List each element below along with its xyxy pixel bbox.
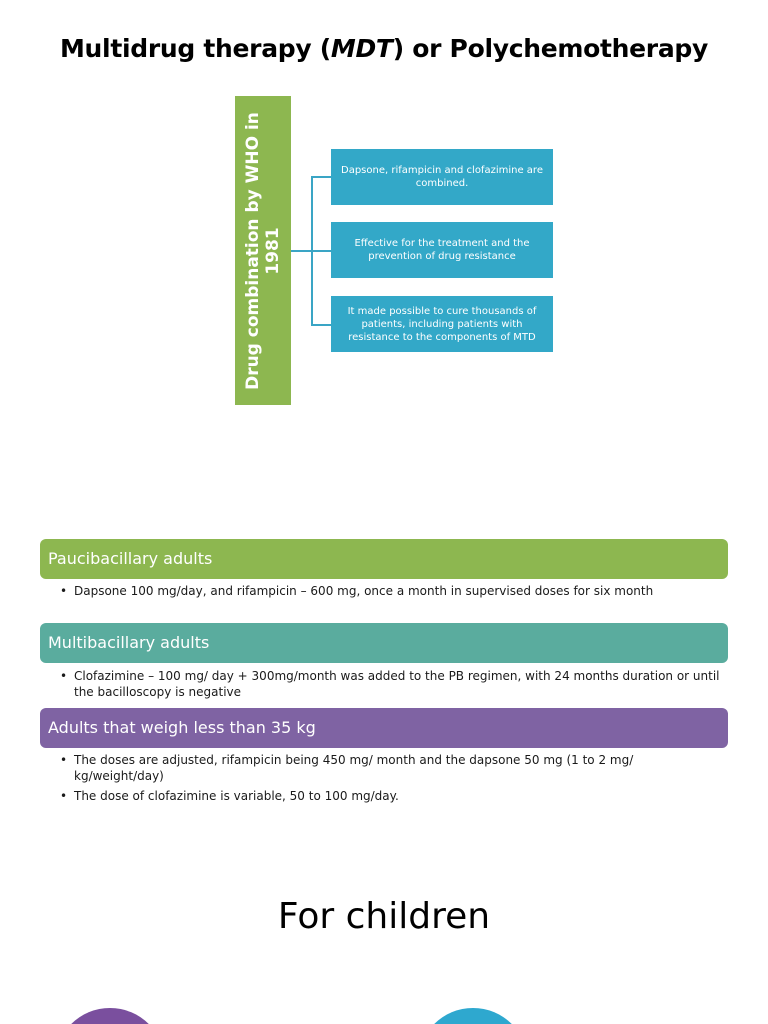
info-box-combination: Dapsone, rifampicin and clofazimine are combined.: [331, 149, 553, 205]
children-heading: For children: [277, 896, 491, 937]
section-heading-multibacillary: Multibacillary adults: [40, 623, 728, 663]
connector-branch-1: [311, 176, 331, 178]
vertical-label: Drug combination by WHO in 1981: [243, 111, 283, 390]
section-bullets-multibacillary: [60, 668, 720, 704]
title-italic-mdt: MDT: [330, 34, 393, 63]
vertical-label-box: [235, 96, 291, 405]
bullet-item: • The dose of clofazimine is variable, 50 to 100 mg/day.: [60, 789, 399, 803]
bullet-item: • The doses are adjusted, rifampicin being 450 mg/ month and the dapsone 50 mg (1 to 2 mg/ kg/weight/day): [60, 753, 634, 783]
bullet-item: • Dapsone 100 mg/day, and rifampicin – 600 mg, once a month in supervised doses for six month: [60, 584, 654, 598]
section-bullets-under-35kg: [60, 752, 720, 808]
info-box-effectiveness: Effective for the treatment and the prevention of drug resistance: [331, 222, 553, 278]
connector-branch-3: [311, 324, 331, 326]
connector-branch-2: [311, 250, 331, 252]
blue-circle-shape: [418, 1008, 528, 1024]
purple-circle-shape: [55, 1008, 165, 1024]
section-bullets-paucibacillary: [60, 583, 720, 603]
bullet-item: • Clofazimine – 100 mg/ day + 300mg/month was added to the PB regimen, with 24 months duration or until the bacilloscopy is negative: [60, 669, 720, 699]
info-box-cure: It made possible to cure thousands of patients, including patients with resistance to the components of MTD: [331, 296, 553, 352]
connector-stem: [291, 250, 311, 252]
section-heading-paucibacillary: Paucibacillary adults: [40, 539, 728, 579]
page-title: Multidrug therapy (MDT) or Polychemotherapy: [59, 34, 708, 63]
section-heading-under-35kg: Adults that weigh less than 35 kg: [40, 708, 728, 748]
